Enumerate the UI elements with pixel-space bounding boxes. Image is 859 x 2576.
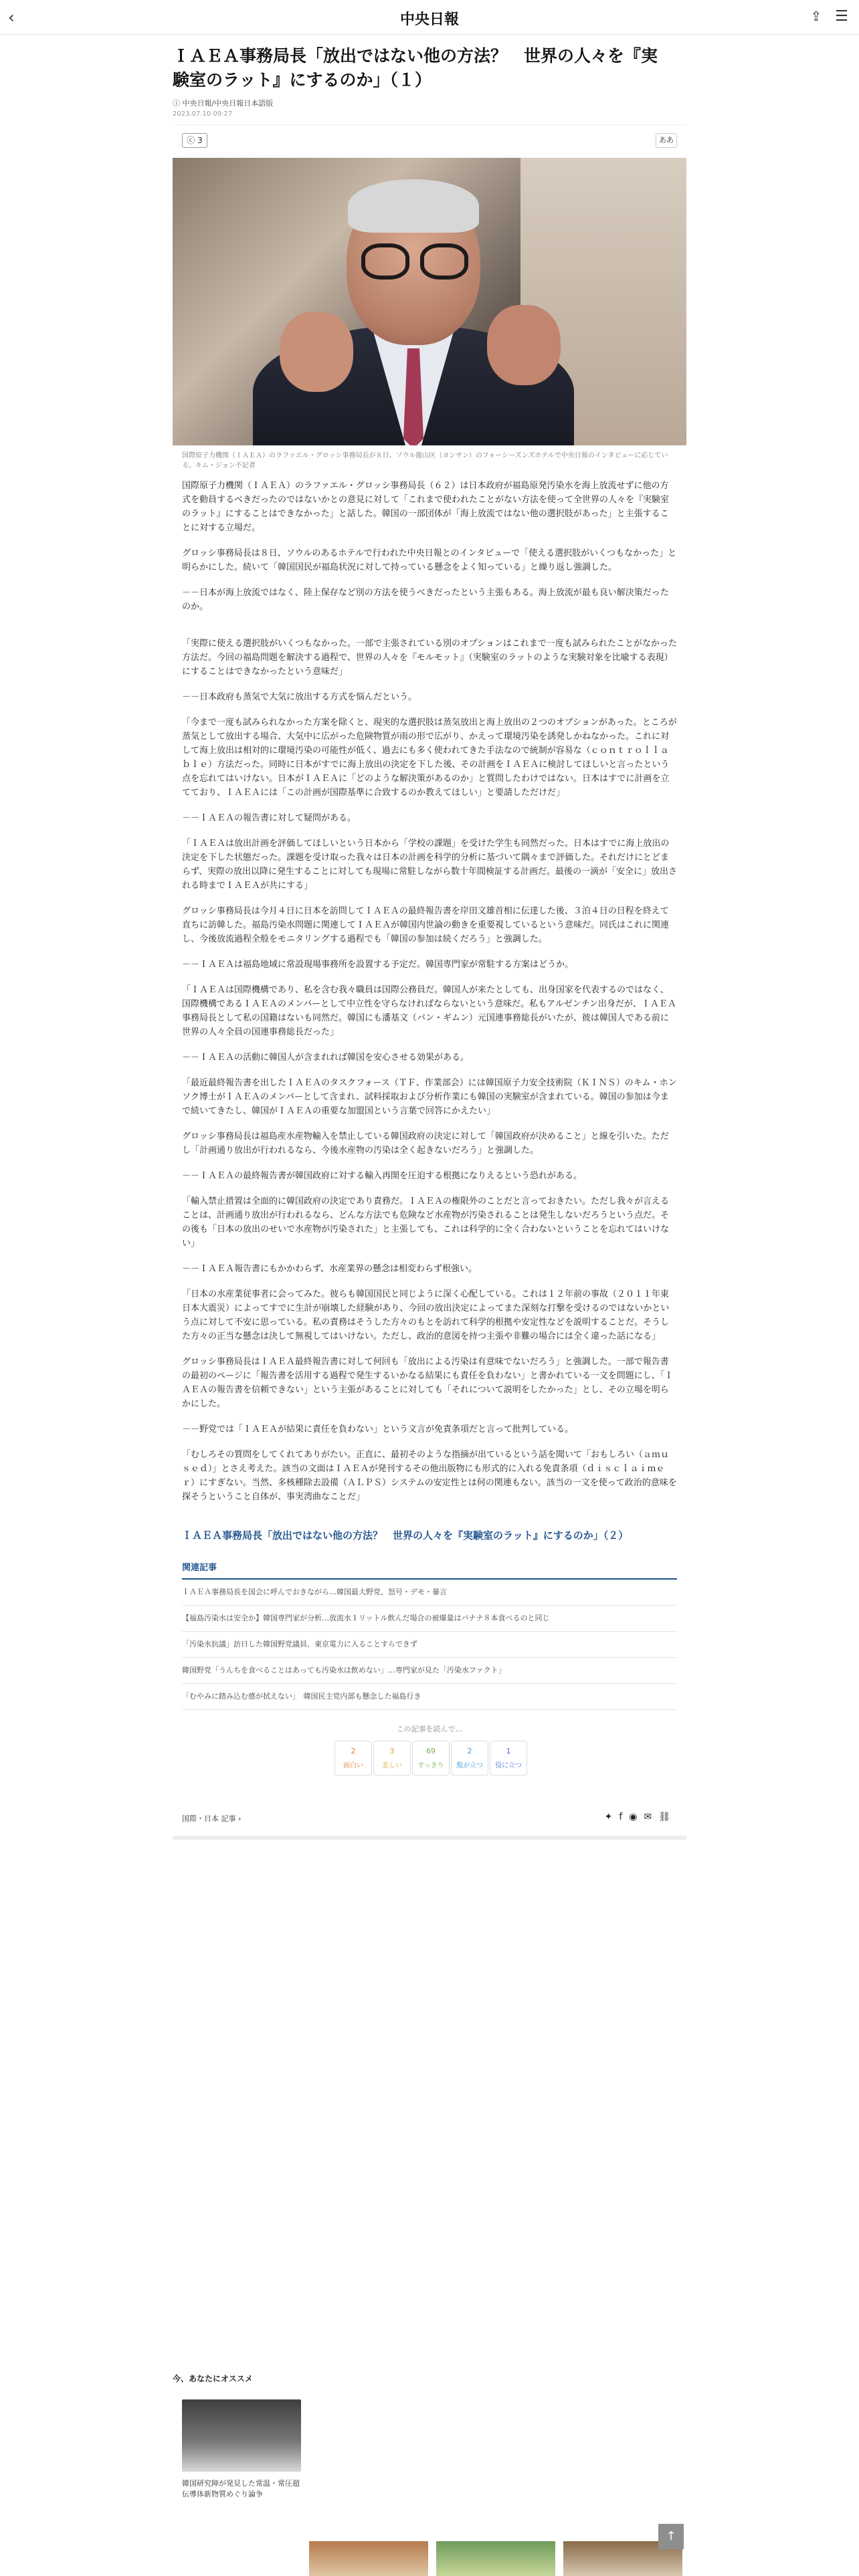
reaction-count: 2 bbox=[351, 1747, 356, 1755]
comment-count: 3 bbox=[197, 136, 203, 145]
article-paragraph: －－ＩＡＥＡの最終報告書が韓国政府に対する輸入再開を圧迫する根拠になりえるという恐れがある。 bbox=[182, 1171, 583, 1181]
related-article-link[interactable]: ＩＡＥＡ事務局長を国会に呼んでおきながら…韓国最大野党、怒号・デモ・暴言 bbox=[182, 1580, 677, 1606]
article-byline[interactable]: ⓘ 中央日報/中央日報日本語版 bbox=[173, 99, 274, 108]
reaction-useful-button[interactable] bbox=[490, 1741, 527, 1776]
share-icon[interactable]: ⇪ bbox=[810, 8, 822, 24]
article-paragraph: 「実際に使える選択肢がいくつもなかった。一部で主張されている別のオプションはこれまで一度も試みられたことがなかった方法だ。今回の福島問題を解決する過程で、世界の人々を『モルモット』（実験室のラットのような実験対象を比喩する表現）にすることはできなかったという意味だ」 bbox=[182, 639, 677, 677]
article-tools bbox=[173, 124, 686, 151]
article-photo bbox=[173, 158, 686, 445]
article-paragraph: 「ＩＡＥＡは国際機構であり、私を含む我々職員は国際公務員だ。韓国人が来たとしても、出身国家を代表するのではなく、国際機構であるＩＡＥＡのメンバーとして中立性を守らなければならないという意味だ。私もアルゼンチン出身だが、ＩＡＥＡ事務局長として私の国籍はないも同然だ。韓国にも潘基文（パン・ギムン）元国連事務総長がいたが、彼は韓国人である前に世界の人々全員の国連事務総長だった」 bbox=[182, 985, 676, 1037]
article-paragraph: 「日本の水産業従事者に会ってみた。彼らも韓国国民と同じように深く心配している。これは１２年前の事故（２０１１年東日本大震災）によってすでに生計が崩壊した経験があり、今回の放出決定によってまた深刻な打撃を受けるのではないかという点に対して不安に思っている。私の責務はそうした方々のもとを訪れて科学的根拠や安定性などを説明することだ。そうした方々の正当な懸念は決して無視してはいけない。ただし、政治的意図を持つ主張や非難の場合には全く違った話になる」 bbox=[182, 1289, 670, 1341]
recommend-thumbnail bbox=[182, 2399, 301, 2472]
font-size-button[interactable]: ああ bbox=[656, 133, 677, 148]
article-paragraph: 「最近最終報告書を出したＩＡＥＡのタスクフォース（ＴＦ、作業部会）には韓国原子力安全技術院（ＫＩＮＳ）のキム・ホンソク博士がＩＡＥＡのメンバーとして含まれ、試料採取および分析作業にも韓国の実験室が含まれている。韓国の参加は今まで続いてきたし、韓国がＩＡＥＡの重要な加盟国という言葉で回答にかえたい」 bbox=[182, 1078, 677, 1116]
recommend-title: 韓国研究陣が発見した常温・常圧超伝導体新物質めぐり論争 bbox=[182, 2479, 300, 2498]
category-link[interactable]: 国際・日本 記事 › bbox=[182, 1814, 242, 1823]
related-article-link[interactable]: 韓国野党「うんちを食べることはあっても汚染水は飲めない」…専門家が見た「汚染水ファクト」 bbox=[182, 1658, 677, 1684]
reaction-sad-button[interactable] bbox=[373, 1741, 411, 1776]
article-paragraph: 「ＩＡＥＡは放出計画を評価してほしいという日本から「学校の課題」を受けた学生も同然だった。日本はすでに海上放出の決定を下した状態だった。課題を受け取った我々は日本の計画を科学的分析に基づいて隅々まで評価した。それだけにとどまらず、実際の放出以降に発生することに対しても現場に常駐しながら数十年間検証する計画だ。最後の一滴が「安全に」放出される時までＩＡＥＡが共にする」 bbox=[182, 839, 677, 891]
facebook-icon[interactable]: f bbox=[619, 1812, 630, 1822]
related-article-link[interactable]: 「むやみに踏み込む感が拭えない」 韓国民主党内部も懸念した福島行き bbox=[182, 1684, 677, 1710]
article-paragraph: 「輸入禁止措置は全面的に韓国政府の決定であり責務だ。ＩＡＥＡの権限外のことだと言っておきたい。ただし我々が言えることは、計画通り放出が行われるなら、どんな方法でも危険など水産物が汚染されることは発生しないだろうという点だ。その後も「日本の放出のせいで水産物が汚染された」と主張しても、これは科学的に全く合わないということを忘れてはいけない」 bbox=[182, 1196, 670, 1249]
related-article-link[interactable]: 「汚染水抗議」訪日した韓国野党議員、東京電力に入ることすらできず bbox=[182, 1632, 677, 1658]
link-icon[interactable]: ⛓ bbox=[658, 1812, 677, 1822]
related-articles-label: 関連記事 bbox=[182, 1560, 677, 1580]
recommend-card[interactable] bbox=[182, 2399, 301, 2500]
article-paragraph: グロッシ事務局長はＩＡＥＡ最終報告書に対して何回も「放出による汚染は有意味でないだろう」と強調した。一部で報告書の最初のページに「報告書を活用する過程で発生するいかなる結果にも責任を負わない」と書かれている一文を問題にし、「ＩＡＥＡの報告書を信頼できない」という主張があることに対しても「それについて説明をしたかった」とし、その立場を明らかにした。 bbox=[182, 1357, 674, 1409]
article-paragraph: －－日本が海上放流ではなく、陸上保存など別の方法を使うべきだったという主張もある。海上放流が最も良い解決策だったのか。 bbox=[182, 588, 669, 612]
related-articles-header bbox=[173, 1560, 686, 1580]
top-navigation-bar bbox=[0, 0, 859, 35]
related-article-link[interactable]: 【福島汚染水は安全か】韓国専門家が分析…放流水１リットル飲んだ場合の被爆量はバナナ８本食べるのと同じ bbox=[182, 1606, 677, 1632]
reaction-label: 役に立つ bbox=[495, 1762, 522, 1769]
comment-count-button[interactable] bbox=[182, 133, 207, 148]
article-title: ＩＡＥＡ事務局長「放出ではない他の方法？ 世界の人々を『実験室のラット』にするのか」（１） bbox=[173, 46, 658, 90]
next-part-link[interactable]: ＩＡＥＡ事務局長「放出ではない他の方法？ 世界の人々を『実験室のラット』にするのか」（２） bbox=[182, 1529, 629, 1541]
article-paragraph: 「今まで一度も試みられなかった方案を除くと、現実的な選択肢は蒸気放出と海上放出の２つのオプションがあった。ところが蒸気として放出する場合、大気中に広がった危険物質が雨の形で広がり、かえって環境汚染を誘発しかねなかった。これに対して海上放出は相対的に環境汚染の可能性が低く、過去にも多く使われてきた手法なので統制が容易な（ｃｏｎｔｒｏｌｌａｂｌｅ）方法だった。同時に日本がすでに海上放出の決定を下した後、その計画をＩＡＥＡに検討してほしいと言ったという点を忘れてはいけない。日本がＩＡＥＡに「どのような解決策があるのか」と質問したわけではない。日本はすでに計画を立てており、ＩＡＥＡには「この計画が国際基準に合致するのか教えてほしい」と要請しただけだ」 bbox=[182, 718, 677, 798]
menu-icon[interactable]: ☰ bbox=[835, 8, 848, 25]
reaction-buttons bbox=[173, 1741, 686, 1780]
article-paragraph: 「むしろその質問をしてくれてありがたい。正直に、最初そのような指摘が出ているという話を聞いて「おもしろい（ａｍｕｓｅｄ）」とさえ考えた。該当の文面はＩＡＥＡが発刊するその他出版物にも形式的に入れる免責条項（ｄｉｓｃｌａｉｍｅｒ）にすぎない。当然、多核種除去設備（ＡＬＰＳ）システムの安定性とは何の関連もない。該当の一文を使って政治的意味を探そうということ自体が、事実湾曲なことだ」 bbox=[182, 1450, 677, 1502]
reaction-refreshing-button[interactable] bbox=[412, 1741, 450, 1776]
article-paragraph: －－ＩＡＥＡの活動に韓国人が含まれれば韓国を安心させる効果がある。 bbox=[182, 1053, 470, 1063]
article-paragraph: 国際原子力機関（ＩＡＥＡ）のラファエル・グロッシ事務局長（６２）は日本政府が福島原発汚染水を海上放流せずに他の方式を動員するべきだったのではないかとの意見に対して「これまで使われたことがない方法を使って全世界の人々を『実験室のラット』にすることはできなかった」と話した。韓国の一部団体が「海上放流ではない他の選択肢があった」と主張することに対する立場だ。 bbox=[182, 481, 670, 533]
article-paragraph: －－ＩＡＥＡ報告書にもかかわらず、水産業界の懸念は相変わらず根強い。 bbox=[182, 1264, 477, 1274]
reaction-prompt: この記事を読んで… bbox=[396, 1725, 463, 1733]
article-paragraph: グロッシ事務局長は福島産水産物輸入を禁止している韓国政府の決定に対して「韓国政府が決めること」と線を引いた。ただし「計画通り放出が行われるなら、今後水産物の汚染は全く起きないだろう」と強調した。 bbox=[182, 1132, 669, 1156]
recommend-thumbnail[interactable] bbox=[436, 2541, 555, 2576]
line-icon[interactable]: ◉ bbox=[629, 1812, 644, 1822]
reaction-count: 3 bbox=[389, 1747, 395, 1755]
recommend-label: 今、あなたにオススメ bbox=[173, 2374, 253, 2383]
article-body bbox=[173, 479, 686, 1504]
chevron-left-icon[interactable]: ‹ bbox=[8, 8, 15, 27]
site-logo[interactable]: 中央日報 bbox=[399, 11, 459, 28]
article-paragraph: グロッシ事務局長は８日、ソウルのあるホテルで行われた中央日報とのインタビューで「使える選択肢がいくつもなかった」と明らかにした。続いて「韓国国民が福島状況に対して持っている懸念をよく知っている」と繰り返し強調した。 bbox=[182, 548, 677, 572]
related-articles-list bbox=[173, 1580, 686, 1710]
article-paragraph: グロッシ事務局長は今月４日に日本を訪問してＩＡＥＡの最終報告書を岸田文雄首相に伝達した後、３泊４日の日程を終えて直ちに訪韓した。福島汚染水問題に関連してＩＡＥＡが韓国内世論の動きを重要視しているという意味だ。同氏はこれに関連し、今後放流過程全般をモニタリングする過程でも「韓国の参加は続くだろう」と強調した。 bbox=[182, 906, 670, 944]
comment-icon: ⓒ bbox=[187, 136, 195, 145]
recommend-thumbnail[interactable] bbox=[309, 2541, 428, 2576]
twitter-icon[interactable]: ✦ bbox=[604, 1812, 619, 1822]
recommend-section bbox=[173, 2373, 686, 2498]
reaction-label: すっきり bbox=[417, 1762, 444, 1769]
article-paragraph: －－野党では「ＩＡＥＡが結果に責任を負わない」という文言が免責条項だと言って批判している。 bbox=[182, 1424, 574, 1434]
reaction-funny-button[interactable] bbox=[335, 1741, 372, 1776]
reaction-label: 面白い bbox=[343, 1762, 363, 1769]
reaction-angry-button[interactable] bbox=[451, 1741, 488, 1776]
photo-caption: 国際原子力機関（ＩＡＥＡ）のラファエル・グロッシ事務局長が８日、ソウル龍山区（ヨンサン）のフォーシーズンズホテルで中央日報のインタビューに応じている。キム・ジョン不記者 bbox=[182, 452, 668, 469]
share-icons bbox=[605, 1812, 677, 1822]
reaction-label: 悲しい bbox=[382, 1762, 402, 1769]
article-date: 2023.07.10 09:27 bbox=[173, 110, 233, 118]
article-paragraph: －－ＩＡＥＡの報告書に対して疑問がある。 bbox=[182, 813, 357, 823]
reaction-count: 2 bbox=[467, 1747, 472, 1755]
article-paragraph: －－日本政府も蒸気で大気に放出する方式を悩んだという。 bbox=[182, 692, 417, 702]
reaction-label: 腹が立つ bbox=[456, 1762, 483, 1769]
article-footer-bar bbox=[173, 1800, 686, 1840]
article-paragraph: －－ＩＡＥＡは福島地域に常設現場事務所を設置する予定だ。韓国専門家が常駐する方案はどうか。 bbox=[182, 960, 574, 970]
reaction-count: 1 bbox=[506, 1747, 511, 1755]
mail-icon[interactable]: ✉ bbox=[644, 1812, 659, 1822]
article-container bbox=[173, 37, 686, 1840]
reaction-count: 69 bbox=[426, 1747, 436, 1755]
scroll-top-button[interactable]: ↑ bbox=[658, 2524, 684, 2549]
